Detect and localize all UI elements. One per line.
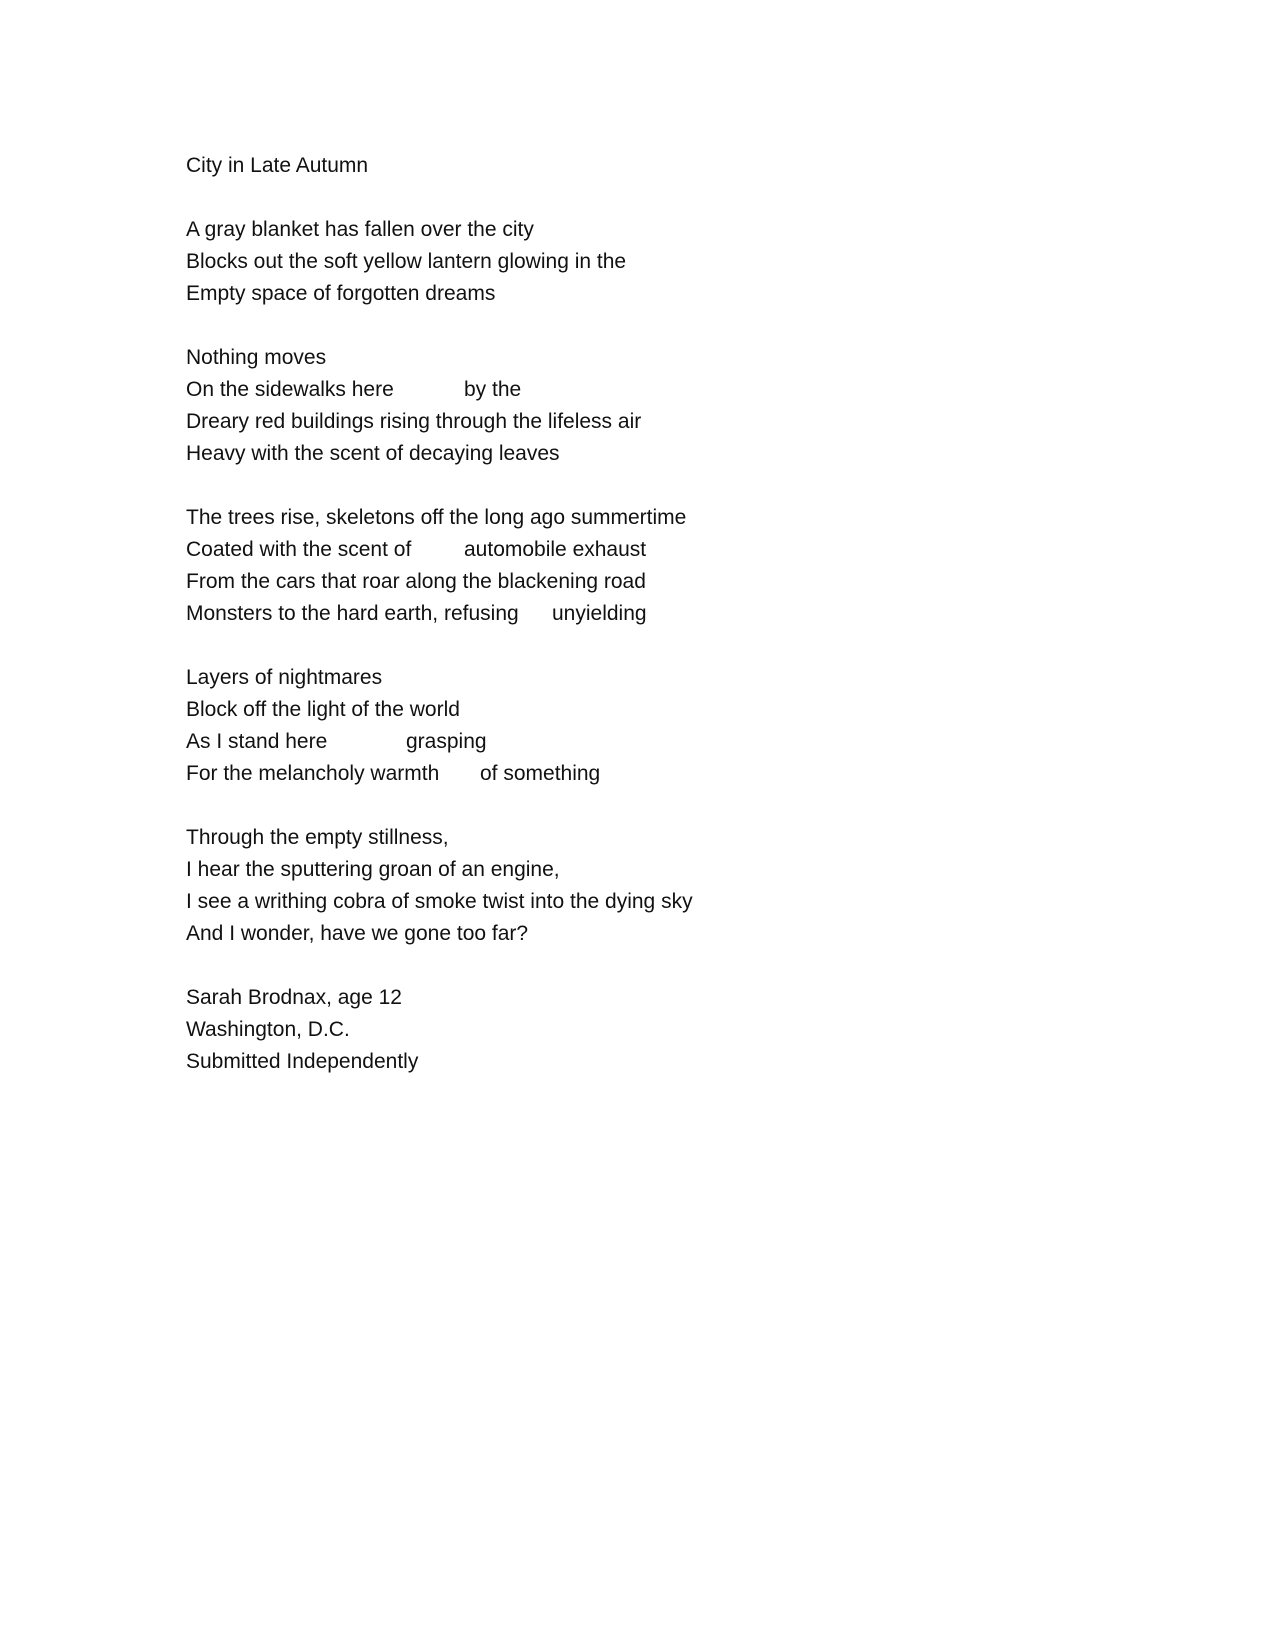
poem-line: Nothing moves: [186, 346, 327, 369]
poem: [186, 150, 1086, 1078]
poem-line: Through the empty stillness,: [186, 826, 449, 849]
poem-line: I see a writhing cobra of smoke twist into the dying sky: [186, 890, 693, 913]
poem-line: Blocks out the soft yellow lantern glowing in the: [186, 250, 627, 273]
poem-line: Block off the light of the world: [186, 698, 460, 721]
stanza-gap: [186, 630, 1086, 662]
poem-line-segment: unyielding: [552, 602, 647, 625]
poem-line-segment: Monsters to the hard earth, refusing: [186, 602, 519, 625]
poem-line: And I wonder, have we gone too far?: [186, 922, 529, 945]
poem-line: Heavy with the scent of decaying leaves: [186, 442, 560, 465]
poem-line-segment: As I stand here: [186, 730, 328, 753]
poem-line: [186, 534, 1086, 566]
poem-line-segment: by the: [464, 378, 522, 401]
poem-line: [186, 598, 1086, 630]
poem-line-segment: For the melancholy warmth: [186, 762, 440, 785]
poem-line: [186, 726, 1086, 758]
poem-line: The trees rise, skeletons off the long ago summertime: [186, 506, 687, 529]
poem-line-segment: grasping: [406, 730, 487, 753]
poem-line-segment: automobile exhaust: [464, 538, 647, 561]
author-name: Sarah Brodnax, age 12: [186, 986, 402, 1009]
poem-line: [186, 758, 1086, 790]
poem-line-segment: On the sidewalks here: [186, 378, 394, 401]
poem-line: [186, 374, 1086, 406]
stanza-gap: [186, 182, 1086, 214]
submission-note: Submitted Independently: [186, 1050, 419, 1073]
poem-line: Empty space of forgotten dreams: [186, 282, 496, 305]
poem-line-segment: of something: [480, 762, 601, 785]
poem-line: From the cars that roar along the blackening road: [186, 570, 646, 593]
poem-title: City in Late Autumn: [186, 154, 369, 177]
stanza-gap: [186, 470, 1086, 502]
stanza-gap: [186, 310, 1086, 342]
author-location: Washington, D.C.: [186, 1018, 350, 1041]
stanza-gap: [186, 950, 1086, 982]
poem-line: I hear the sputtering groan of an engine,: [186, 858, 560, 881]
stanza-gap: [186, 790, 1086, 822]
poem-line: A gray blanket has fallen over the city: [186, 218, 534, 241]
poem-line-segment: Coated with the scent of: [186, 538, 412, 561]
poem-line: Layers of nightmares: [186, 666, 383, 689]
poem-line: Dreary red buildings rising through the lifeless air: [186, 410, 642, 433]
